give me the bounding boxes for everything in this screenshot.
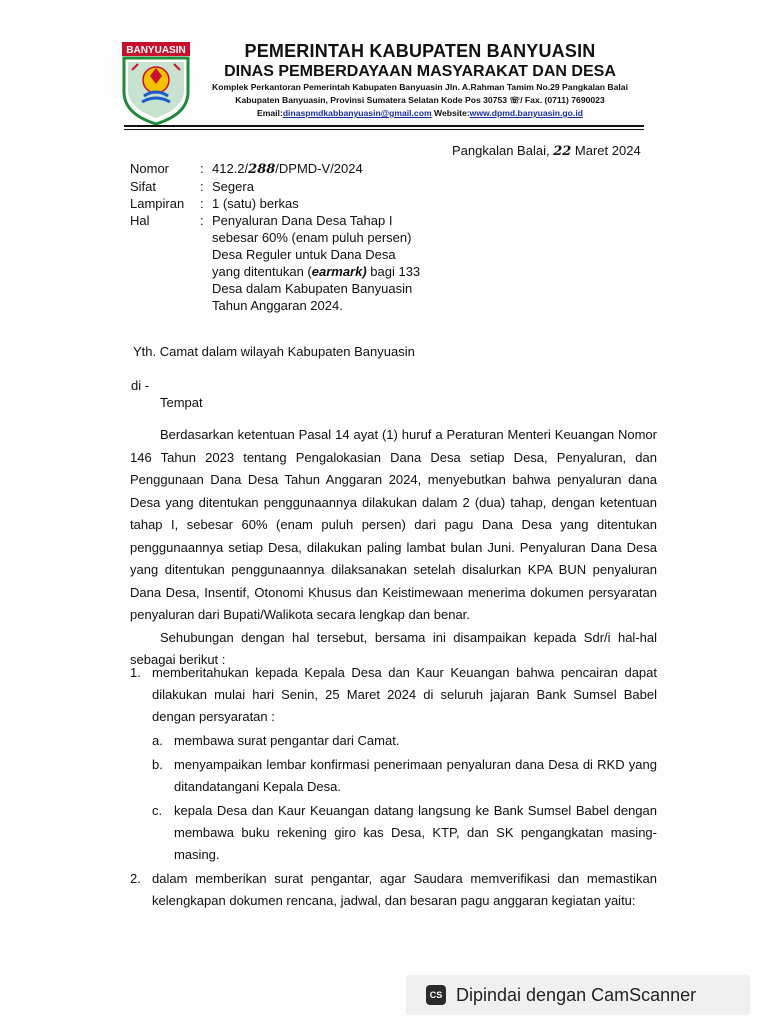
list-item-text: dalam memberikan surat pengantar, agar Saudara memverifikasi dan memastikan kelengkapan dokumen rencana, jadwal, dan besaran pagu anggaran kegiatan yaitu: <box>152 871 657 908</box>
colon: : <box>200 213 204 228</box>
tempat-label: Tempat <box>160 395 203 410</box>
letter-body <box>130 424 657 672</box>
letterhead-rule-thin <box>124 129 644 130</box>
address-line-2: Kabupaten Banyuasin, Provinsi Sumatera Selatan Kode Pos 30753 ☏/ Fax. (0711) 7690023 <box>235 95 605 105</box>
sub-item-text: membawa surat pengantar dari Camat. <box>174 733 400 748</box>
sub-letter: b. <box>152 757 163 772</box>
nomor-value: 412.2/288/DPMD-V/2024 <box>212 161 363 177</box>
numbered-list <box>130 662 657 912</box>
camscanner-text: Dipindai dengan CamScanner <box>456 984 697 1005</box>
letterhead-rule-thick <box>124 125 644 127</box>
camscanner-icon: CS <box>426 985 446 1005</box>
svg-text:BANYUASIN: BANYUASIN <box>126 45 186 56</box>
website-label: Website: <box>433 108 470 118</box>
addressee: Yth. Camat dalam wilayah Kabupaten Banyuasin <box>133 344 415 359</box>
letterhead <box>200 40 640 119</box>
sifat-value: Segera <box>212 179 254 194</box>
earmark-emphasis: earmark) <box>311 264 367 279</box>
colon: : <box>200 179 204 194</box>
website-link[interactable]: www.dpmd.banyuasin.go.id <box>469 108 583 118</box>
list-item-text: memberitahukan kepada Kepala Desa dan Kaur Keuangan bahwa pencairan dapat dilakukan mulai hari Senin, 25 Maret 2024 di seluruh jajaran Bank Sumsel Babel dengan persyaratan : <box>152 665 657 724</box>
list-item <box>130 868 657 912</box>
sub-item <box>152 730 657 752</box>
contact-line <box>200 107 640 119</box>
meta-row-nomor <box>130 160 442 178</box>
meta-row-hal <box>130 212 442 314</box>
letter-meta <box>130 160 442 314</box>
government-name: PEMERINTAH KABUPATEN BANYUASIN <box>244 41 596 61</box>
email-label: Email: <box>257 108 283 118</box>
list-number: 1. <box>130 665 141 680</box>
list-number: 2. <box>130 871 141 886</box>
sub-letter: c. <box>152 803 163 818</box>
hal-label: Hal <box>130 213 150 228</box>
sub-item <box>152 754 657 798</box>
paragraph-1: Berdasarkan ketentuan Pasal 14 ayat (1) huruf a Peraturan Menteri Keuangan Nomor 146 Tahun 2023 tentang Pengalokasian Dana Desa setiap Desa, Penyaluran, dan Penggunaan Dana Desa Tahun Anggaran 2024, menyebutkan bahwa penyaluran dana Desa yang ditentukan penggunaannya dilakukan dalam 2 (dua) tahap, dengan ketentuan tahap I, sebesar 60% (enam puluh persen) dari pagu Dana Desa yang ditentukan penggunaannya setiap Desa, dilakukan paling lambat bulan Juni. Penyaluran Dana Desa yang ditentukan penggunaannya dilaksanakan setelah disalurkan KPA BUN penyaluran Dana Desa, Insentif, Otonomi Khusus dan Keistimewaan menerima dokumen persyaratan penyaluran dari Bupati/Walikota secara lengkap dan benar. <box>130 427 657 622</box>
colon: : <box>200 196 204 211</box>
hal-value: Penyaluran Dana Desa Tahap I sebesar 60% (enam puluh persen) Desa Reguler untuk Dana Desa yang ditentukan (earmark) bagi 133 Desa dalam Kabupaten Banyuasin Tahun Anggaran 2024. <box>212 213 421 313</box>
paragraph-2: Sehubungan dengan hal tersebut, bersama ini disampaikan kepada Sdr/i hal-hal sebagai berikut : <box>130 629 657 667</box>
letter-date <box>452 143 641 159</box>
sub-letter: a. <box>152 733 163 748</box>
list-item <box>130 662 657 728</box>
agency-name: DINAS PEMBERDAYAAN MASYARAKAT DAN DESA <box>224 63 616 80</box>
di-label: di - <box>131 378 150 393</box>
meta-row-lampiran <box>130 195 442 212</box>
date-day-handwritten: 22 <box>553 144 572 159</box>
address-line-1: Komplek Perkantoran Pemerintah Kabupaten Banyuasin Jln. A.Rahman Tamim No.29 Pangkalan Balai <box>212 82 628 92</box>
date-month-year: Maret 2024 <box>574 143 641 158</box>
camscanner-watermark <box>406 975 750 1015</box>
date-place: Pangkalan Balai, <box>452 143 550 158</box>
nomor-label: Nomor <box>130 161 170 176</box>
banyuasin-logo <box>120 40 192 126</box>
sub-item <box>152 800 657 866</box>
sifat-label: Sifat <box>130 179 157 194</box>
meta-row-sifat <box>130 178 442 195</box>
nomor-handwritten: 288 <box>248 162 276 177</box>
colon: : <box>200 161 204 176</box>
email-link[interactable]: dinaspmdkabbanyuasin@gmail.com <box>282 108 432 118</box>
sub-item-text: menyampaikan lembar konfirmasi penerimaan penyaluran dana Desa di RKD yang ditandatangani Kepala Desa. <box>174 757 657 794</box>
sub-item-text: kepala Desa dan Kaur Keuangan datang langsung ke Bank Sumsel Babel dengan membawa buku rekening giro kas Desa, KTP, dan SK pengangkatan masing-masing. <box>174 803 657 862</box>
lampiran-value: 1 (satu) berkas <box>212 196 299 211</box>
lampiran-label: Lampiran <box>130 196 185 211</box>
